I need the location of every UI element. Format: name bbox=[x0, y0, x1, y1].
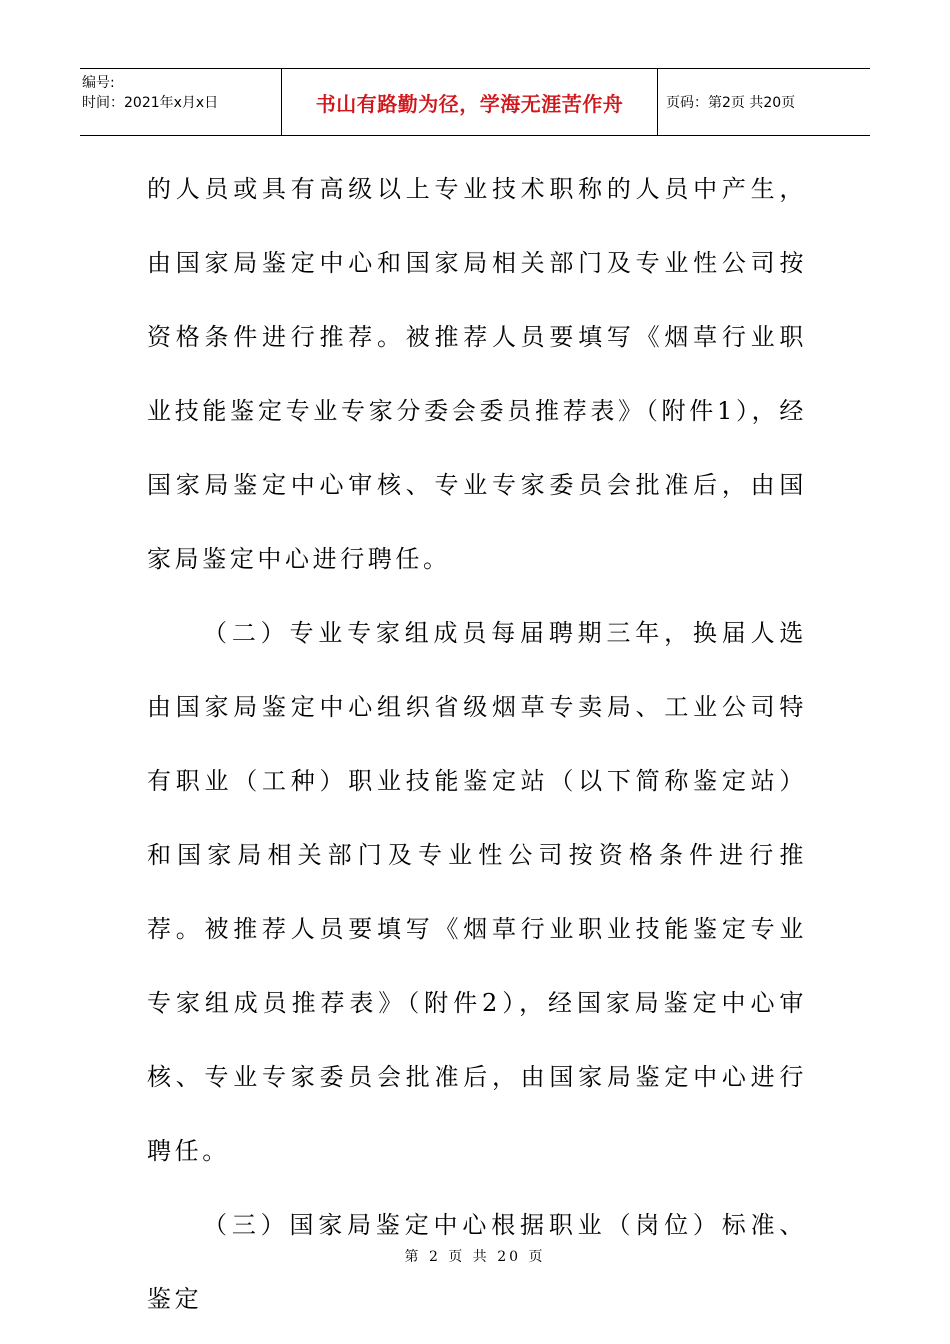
document-body bbox=[147, 152, 807, 1336]
header-page-info: 页码：第2页 共20页 bbox=[666, 95, 796, 111]
document-number-label: 编号: bbox=[82, 75, 115, 91]
paragraph-item-2: （二）专业专家组成员每届聘期三年，换届人选由国家局鉴定中心组织省级烟草专卖局、工业公司特有职业（工种）职业技能鉴定站（以下简称鉴定站）和国家局相关部门及专业性公司按资格条件进行推荐。被推荐人员要填写《烟草行业职业技能鉴定专业专家组成员推荐表》（附件2），经国家局鉴定中心审核、专业专家委员会批准后，由国家局鉴定中心进行聘任。 bbox=[147, 619, 807, 1165]
header-motto: 书山有路勤为径，学海无涯苦作舟 bbox=[315, 91, 624, 116]
header-motto-cell bbox=[282, 69, 658, 135]
header-page-cell bbox=[658, 69, 870, 135]
header-meta-cell bbox=[80, 69, 282, 135]
paragraph-continued: 的人员或具有高级以上专业技术职称的人员中产生，由国家局鉴定中心和国家局相关部门及专业性公司按资格条件进行推荐。被推荐人员要填写《烟草行业职业技能鉴定专业专家分委会委员推荐表》（附件1），经国家局鉴定中心审核、专业专家委员会批准后，由国家局鉴定中心进行聘任。 bbox=[147, 175, 807, 573]
document-date: 时间：2021年x月x日 bbox=[82, 95, 219, 111]
page-footer: 第 2 页 共 20 页 bbox=[404, 1249, 546, 1265]
paragraph-item-3: （三）国家局鉴定中心根据职业（岗位）标准、鉴定 bbox=[147, 1211, 807, 1313]
document-header bbox=[80, 68, 870, 136]
